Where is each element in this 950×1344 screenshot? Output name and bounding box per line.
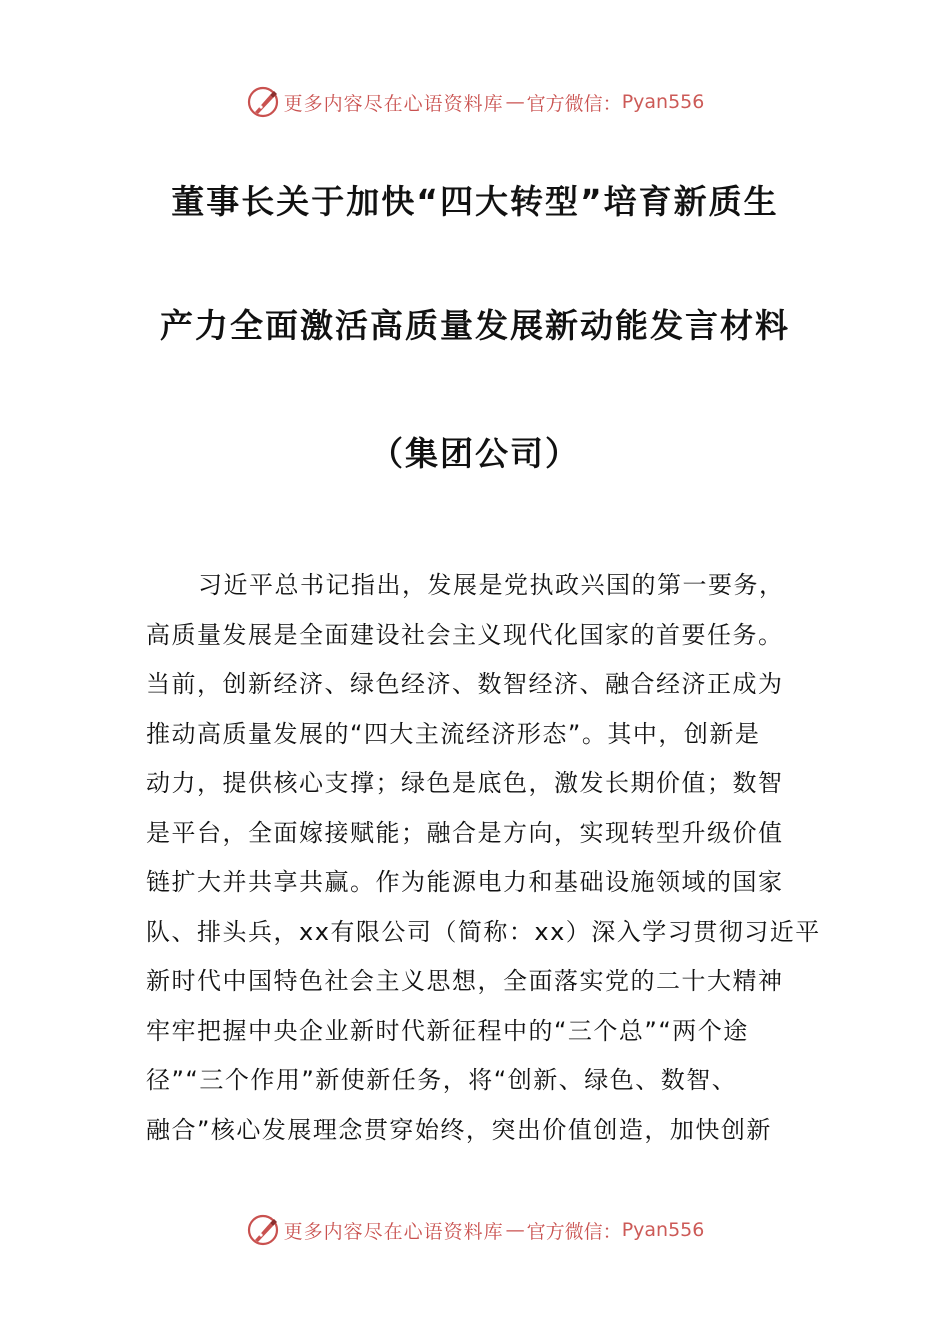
body-line: 径”“三个作用”新使新任务，将“创新、绿色、数智、 (146, 1066, 738, 1094)
banner-wechat-label: 官方微信： (526, 92, 622, 115)
document-title-line-2: 产力全面激活高质量发展新动能发言材料 (160, 306, 790, 345)
body-line: 新时代中国特色社会主义思想，全面落实党的二十大精神 (146, 967, 784, 995)
banner-separator: — (505, 91, 525, 113)
pen-nib-logo-icon (246, 85, 280, 119)
body-line: 高质量发展是全面建设社会主义现代化国家的首要任务。 (146, 620, 784, 649)
header-watermark-banner (0, 82, 950, 122)
body-line: 队、排头兵，xx有限公司（简称：xx）深入学习贯彻习近平 (146, 917, 821, 946)
body-line: 链扩大并共享共赢。作为能源电力和基础设施领域的国家 (146, 868, 784, 896)
body-line: 是平台，全面嫁接赋能；融合是方向，实现转型升级价值 (146, 818, 784, 847)
banner-wechat-id: Pyan556 (621, 91, 705, 113)
banner-brand-text: 更多内容尽在心语资料库 (283, 1220, 504, 1243)
banner-separator: — (505, 1219, 525, 1241)
pen-nib-logo-icon (246, 1213, 280, 1247)
banner-brand-text: 更多内容尽在心语资料库 (283, 92, 504, 115)
footer-watermark-banner (0, 1210, 950, 1250)
document-subtitle: （集团公司） (370, 434, 580, 473)
body-line: 推动高质量发展的“四大主流经济形态”。其中，创新是 (146, 719, 761, 748)
body-line: 融合”核心发展理念贯穿始终，突出价值创造，加快创新 (146, 1115, 772, 1144)
body-line: 牢牢把握中央企业新时代新征程中的“三个总”“两个途 (146, 1016, 749, 1045)
body-line: 习近平总书记指出，发展是党执政兴国的第一要务， (198, 571, 785, 599)
banner-wechat-label: 官方微信： (526, 1220, 622, 1243)
body-line: 当前，创新经济、绿色经济、数智经济、融合经济正成为 (146, 670, 784, 698)
document-title-line-1: 董事长关于加快“四大转型”培育新质生 (171, 182, 779, 221)
banner-wechat-id: Pyan556 (621, 1219, 705, 1241)
body-line: 动力，提供核心支撑；绿色是底色，激发长期价值；数智 (146, 769, 784, 797)
body-paragraph (146, 561, 821, 1155)
